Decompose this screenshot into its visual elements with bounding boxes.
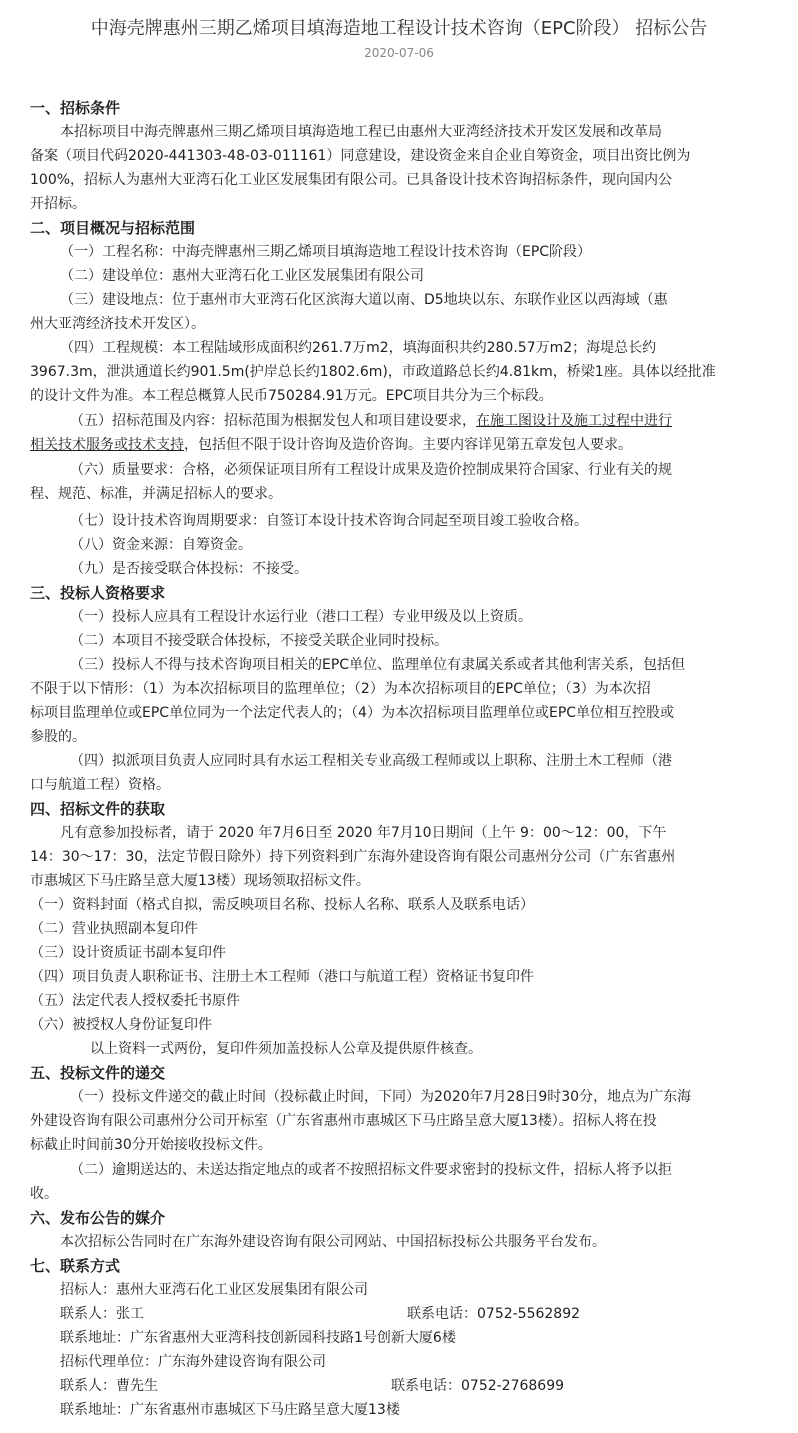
list-item-scope xyxy=(70,409,798,433)
list-item: 标截止时间前30分开始接收投标文件。 xyxy=(30,1137,272,1153)
list-item: （一）投标文件递交的截止时间（投标截止时间，下同）为2020年7月28日9时30分，地点为广东海 xyxy=(70,1089,692,1105)
scope-underlined-text: 在施工图设计及施工过程中进行 xyxy=(476,413,672,429)
section-heading-4: 四、招标文件的获取 xyxy=(30,800,166,818)
section-heading-1: 一、招标条件 xyxy=(30,99,121,117)
contact-phone: 联系电话：0752-2768699 xyxy=(391,1378,565,1394)
section-heading-6: 六、发布公告的媒介 xyxy=(30,1209,166,1227)
list-item: （九）是否接受联合体投标：不接受。 xyxy=(70,561,308,577)
contact-line: 联系地址：广东省惠州大亚湾科技创新园科技路1号创新大厦6楼 xyxy=(60,1330,456,1346)
list-item: （三）设计资质证书副本复印件 xyxy=(30,945,226,961)
contact-phone: 联系电话：0752-5562892 xyxy=(407,1306,581,1322)
paragraph-line: 市惠城区下马庄路呈意大厦13楼）现场领取招标文件。 xyxy=(30,873,370,889)
paragraph-line: 本次招标公告同时在广东海外建设咨询有限公司网站、中国招标投标公共服务平台发布。 xyxy=(60,1234,606,1250)
list-item: （八）资金来源：自筹资金。 xyxy=(70,537,252,553)
list-item: （三）投标人不得与技术咨询项目相关的EPC单位、监理单位有隶属关系或者其他利害关系，包括但 xyxy=(70,657,686,673)
list-item: （四）工程规模：本工程陆域形成面积约261.7万m2，填海面积共约280.57万m2；海堤总长约 xyxy=(60,340,657,356)
list-item: （二）本项目不接受联合体投标，不接受关联企业同时投标。 xyxy=(70,633,448,649)
list-item: 的设计文件为准。本工程总概算人民币750284.91万元。EPC项目共分为三个标段。 xyxy=(30,388,553,404)
paragraph-line: 14：30～17：30，法定节假日除外）持下列资料到广东海外建设咨询有限公司惠州分公司（广东省惠州 xyxy=(30,849,676,865)
list-item: 不限于以下情形：（1）为本次招标项目的监理单位；（2）为本次招标项目的EPC单位；（3）为本次招 xyxy=(30,681,651,697)
list-item: （七）设计技术咨询周期要求：自签订本设计技术咨询合同起至项目竣工验收合格。 xyxy=(70,513,588,529)
list-item: （五）法定代表人授权委托书原件 xyxy=(30,993,240,1009)
list-item-scope-cont xyxy=(30,433,770,457)
list-item: （二）逾期送达的、未送达指定地点的或者不按照招标文件要求密封的投标文件，招标人将予以拒 xyxy=(70,1162,672,1178)
list-item: （二）营业执照副本复印件 xyxy=(30,921,198,937)
contact-line: 联系人：曹先生 xyxy=(60,1378,158,1394)
contact-line: 招标人：惠州大亚湾石化工业区发展集团有限公司 xyxy=(60,1282,368,1298)
list-item: （二）建设单位：惠州大亚湾石化工业区发展集团有限公司 xyxy=(60,268,424,284)
contact-line: 联系地址：广东省惠州市惠城区下马庄路呈意大厦13楼 xyxy=(60,1402,400,1418)
paragraph-line: 以上资料一式两份，复印件须加盖投标人公章及提供原件核查。 xyxy=(90,1041,482,1057)
contact-line: 招标代理单位：广东海外建设咨询有限公司 xyxy=(60,1354,326,1370)
list-item: 参股的。 xyxy=(30,729,86,745)
section-heading-3: 三、投标人资格要求 xyxy=(30,584,166,602)
list-item: （六）被授权人身份证复印件 xyxy=(30,1017,212,1033)
section-heading-2: 二、项目概况与招标范围 xyxy=(30,219,196,237)
list-item: （三）建设地点：位于惠州市大亚湾石化区滨海大道以南、D5地块以东、东联作业区以西海域（惠 xyxy=(60,292,668,308)
scope-text: ，包括但不限于设计咨询及造价咨询。主要内容详见第五章发包人要求。 xyxy=(184,437,632,453)
list-item: 州大亚湾经济技术开发区）。 xyxy=(30,316,205,332)
section-heading-7: 七、联系方式 xyxy=(30,1257,121,1275)
scope-underlined-text: 相关技术服务或技术支持 xyxy=(30,437,184,453)
paragraph-line: 备案（项目代码2020-441303-48-03-011161）同意建设，建设资金来自企业自筹资金，项目出资比例为 xyxy=(30,148,691,164)
list-item: （一）资料封面（格式自拟，需反映项目名称、投标人名称、联系人及联系电话） xyxy=(30,897,534,913)
list-item: 收。 xyxy=(30,1186,58,1202)
paragraph-line: 凡有意参加投标者，请于 2020 年7月6日至 2020 年7月10日期间（上午 9：00～12：00，下午 xyxy=(60,825,667,841)
page-title: 中海壳牌惠州三期乙烯项目填海造地工程设计技术咨询（EPC阶段） 招标公告 xyxy=(90,18,708,39)
paragraph-line: 开招标。 xyxy=(30,196,86,212)
list-item: 3967.3m，泄洪通道长约901.5m(护岸总长约1802.6m)，市政道路总长约4.81km，桥梁1座。具体以经批准 xyxy=(30,364,716,380)
list-item: （六）质量要求：合格，必须保证项目所有工程设计成果及造价控制成果符合国家、行业有关的规 xyxy=(70,462,672,478)
scope-text: （五）招标范围及内容：招标范围为根据发包人和项目建设要求， xyxy=(70,413,476,429)
list-item: （一）工程名称：中海壳牌惠州三期乙烯项目填海造地工程设计技术咨询（EPC阶段） xyxy=(60,244,592,260)
paragraph-line: 100%，招标人为惠州大亚湾石化工业区发展集团有限公司。已具备设计技术咨询招标条件，现向国内公 xyxy=(30,172,673,188)
list-item: （四）项目负责人职称证书、注册土木工程师（港口与航道工程）资格证书复印件 xyxy=(30,969,534,985)
paragraph-line: 本招标项目中海壳牌惠州三期乙烯项目填海造地工程已由惠州大亚湾经济技术开发区发展和改革局 xyxy=(60,124,662,140)
publish-date: 2020-07-06 xyxy=(364,46,434,60)
list-item: （四）拟派项目负责人应同时具有水运工程相关专业高级工程师或以上职称、注册土木工程师（港 xyxy=(70,753,672,769)
list-item: （一）投标人应具有工程设计水运行业（港口工程）专业甲级及以上资质。 xyxy=(70,609,532,625)
list-item: 标项目监理单位或EPC单位同为一个法定代表人的；（4）为本次招标项目监理单位或EPC单位相互控股或 xyxy=(30,705,675,721)
contact-line: 联系人：张工 xyxy=(60,1306,144,1322)
list-item: 口与航道工程）资格。 xyxy=(30,777,170,793)
list-item: 外建设咨询有限公司惠州分公司开标室（广东省惠州市惠城区下马庄路呈意大厦13楼）。招标人将在投 xyxy=(30,1113,657,1129)
list-item: 程、规范、标准，并满足招标人的要求。 xyxy=(30,486,282,502)
section-heading-5: 五、投标文件的递交 xyxy=(30,1064,166,1082)
